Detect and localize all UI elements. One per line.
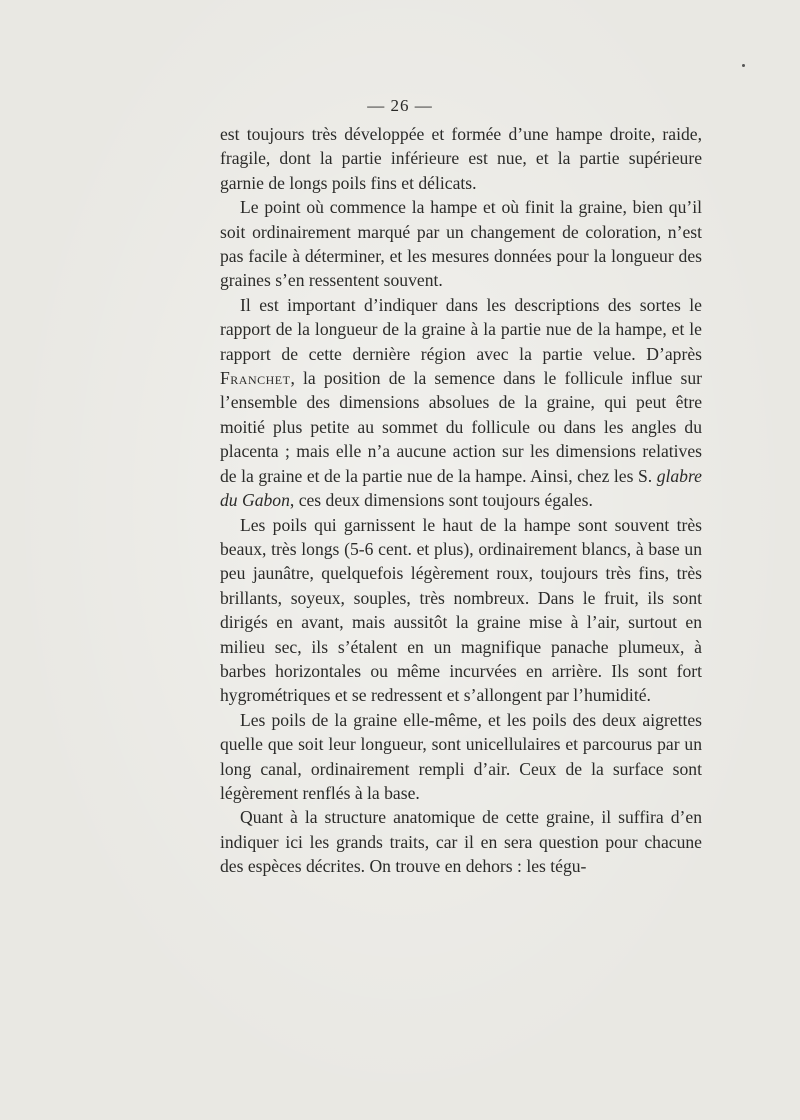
page-number: — 26 — [367,96,433,115]
paragraph-1-text: est toujours très développée et formée d’une hampe droite, raide, fragile, dont la partie inférieure est nue, et la partie supérieure garnie de longs poils fins et délicats. [220,124,702,193]
author-name-franchet: Franchet [220,368,291,389]
paragraph-2 [220,195,702,293]
body-text [220,122,702,879]
paragraph-3 [220,293,702,513]
species-name-italic: glabre du Gabon [220,465,702,511]
paragraph-2-text: Le point où commence la hampe et où finit la graine, bien qu’il soit ordinairement marqué par un changement de coloration, n’est pas facile à déterminer, et les mesures données pour la longueur des graines s’en ressentent souvent. [220,197,702,291]
paragraph-1 [220,122,702,195]
paragraph-6 [220,805,702,878]
paragraph-6-text: Quant à la structure anatomique de cette graine, il suffira d’en indiquer ici les grands traits, car il en sera question pour chacune des espèces décrites. On trouve en dehors : les tégu- [220,807,702,877]
paragraph-5-text: Les poils de la graine elle-même, et les poils des deux aigrettes quelle que soit leur longueur, sont unicellulaires et parcourus par un long canal, ordinairement rempli d’air. Ceux de la surface sont légèrement renflés à la base. [220,709,702,803]
paragraph-3-text-a: Il est important d’indiquer dans les descriptions des sortes le rapport de la longueur de la graine à la partie nue de la hampe, et le rapport de cette dernière région avec la partie velue. D’après [220,294,702,364]
paragraph-3-text-b: , la position de la semence dans le follicule influe sur l’ensemble des dimensions absolues de la graine, qui peut être moitié plus petite au sommet du follicule ou dans les angles du placenta ; mais elle n’a aucune action sur les dimensions relatives de la graine et de la partie nue de la hampe. Ainsi, chez les S. [220,368,702,486]
paper-speck [742,64,745,67]
paragraph-4-text: Les poils qui garnissent le haut de la hampe sont souvent très beaux, très longs (5-6 cent. et plus), ordinairement blancs, à base un peu jaunâtre, quelquefois légèrement roux, toujours très fins, très brillants, soyeux, souples, très nombreux. Dans le fruit, ils sont dirigés en avant, mais aussitôt la graine mise à l’air, surtout en milieu sec, ils s’étalent en un magnifique panache plumeux, à barbes horizontales ou même incurvées en arrière. Ils sont fort hygrométriques et se redressent et s’allongent par l’humidité. [220,514,702,706]
paragraph-3-text-c: , ces deux dimensions sont toujours égales. [289,490,593,511]
paragraph-4 [220,513,702,708]
paragraph-5 [220,708,702,806]
